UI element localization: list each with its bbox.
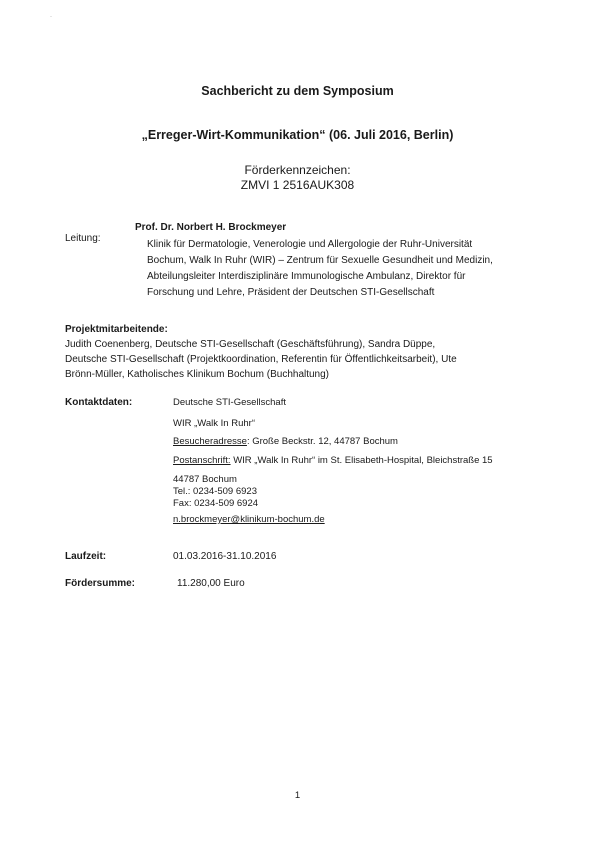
visitor-address-value: : Große Beckstr. 12, 44787 Bochum: [246, 436, 398, 447]
leitung-description: [147, 237, 532, 301]
leitung-label: Leitung:: [65, 233, 101, 244]
contact-postal-code: 44787 Bochum: [173, 474, 237, 485]
leitung-line: Abteilungsleiter Interdisziplinäre Immunologische Ambulanz, Direktor für: [147, 271, 466, 282]
leitung-line: Forschung und Lehre, Präsident der Deutschen STI-Gesellschaft: [147, 287, 435, 298]
duration-label: Laufzeit:: [65, 551, 107, 562]
symposium-title: „Erreger-Wirt-Kommunikation“ (06. Juli 2016, Berlin): [141, 128, 454, 142]
scan-mark: ·: [50, 14, 52, 20]
postal-address-value: WIR „Walk In Ruhr“ im St. Elisabeth-Hospital, Bleichstraße 15: [230, 455, 493, 466]
project-staff-line: Deutsche STI-Gesellschaft (Projektkoordination, Referentin für Öffentlichkeitsarbeit), Ute: [65, 354, 457, 365]
contact-phone: Tel.: 0234-509 6923: [173, 486, 257, 497]
visitor-address-label: Besucheradresse: [173, 436, 247, 447]
duration-value: 01.03.2016-31.10.2016: [173, 551, 277, 562]
funding-code-label: Förderkennzeichen:: [244, 163, 351, 177]
contact-visitor-address: [173, 436, 398, 447]
leitung-name: Prof. Dr. Norbert H. Brockmeyer: [135, 222, 287, 233]
postal-address-label: Postanschrift:: [173, 455, 231, 466]
contact-label: Kontaktdaten:: [65, 397, 133, 408]
page-number: 1: [294, 790, 301, 801]
project-staff-line: Brönn-Müller, Katholisches Klinikum Bochum (Buchhaltung): [65, 369, 330, 380]
contact-org: Deutsche STI-Gesellschaft: [173, 397, 286, 408]
funding-amount-label: Fördersumme:: [65, 578, 136, 589]
contact-fax: Fax: 0234-509 6924: [173, 498, 259, 509]
funding-code-value: ZMVI 1 2516AUK308: [240, 178, 355, 192]
contact-wir: WIR „Walk In Ruhr“: [173, 418, 255, 429]
leitung-line: Bochum, Walk In Ruhr (WIR) – Zentrum für Sexuelle Gesundheit und Medizin,: [147, 255, 493, 266]
funding-amount-value: 11.280,00 Euro: [177, 578, 245, 589]
contact-email-link[interactable]: n.brockmeyer@klinikum-bochum.de: [173, 514, 325, 525]
leitung-line: Klinik für Dermatologie, Venerologie und Allergologie der Ruhr-Universität: [147, 239, 473, 250]
project-staff-line: Judith Coenenberg, Deutsche STI-Gesellschaft (Geschäftsführung), Sandra Düppe,: [65, 339, 436, 350]
contact-postal-address: [173, 455, 493, 466]
project-staff-label: Projektmitarbeitende:: [65, 324, 168, 335]
project-staff-text: [65, 337, 505, 382]
document-title: Sachbericht zu dem Symposium: [201, 84, 394, 98]
